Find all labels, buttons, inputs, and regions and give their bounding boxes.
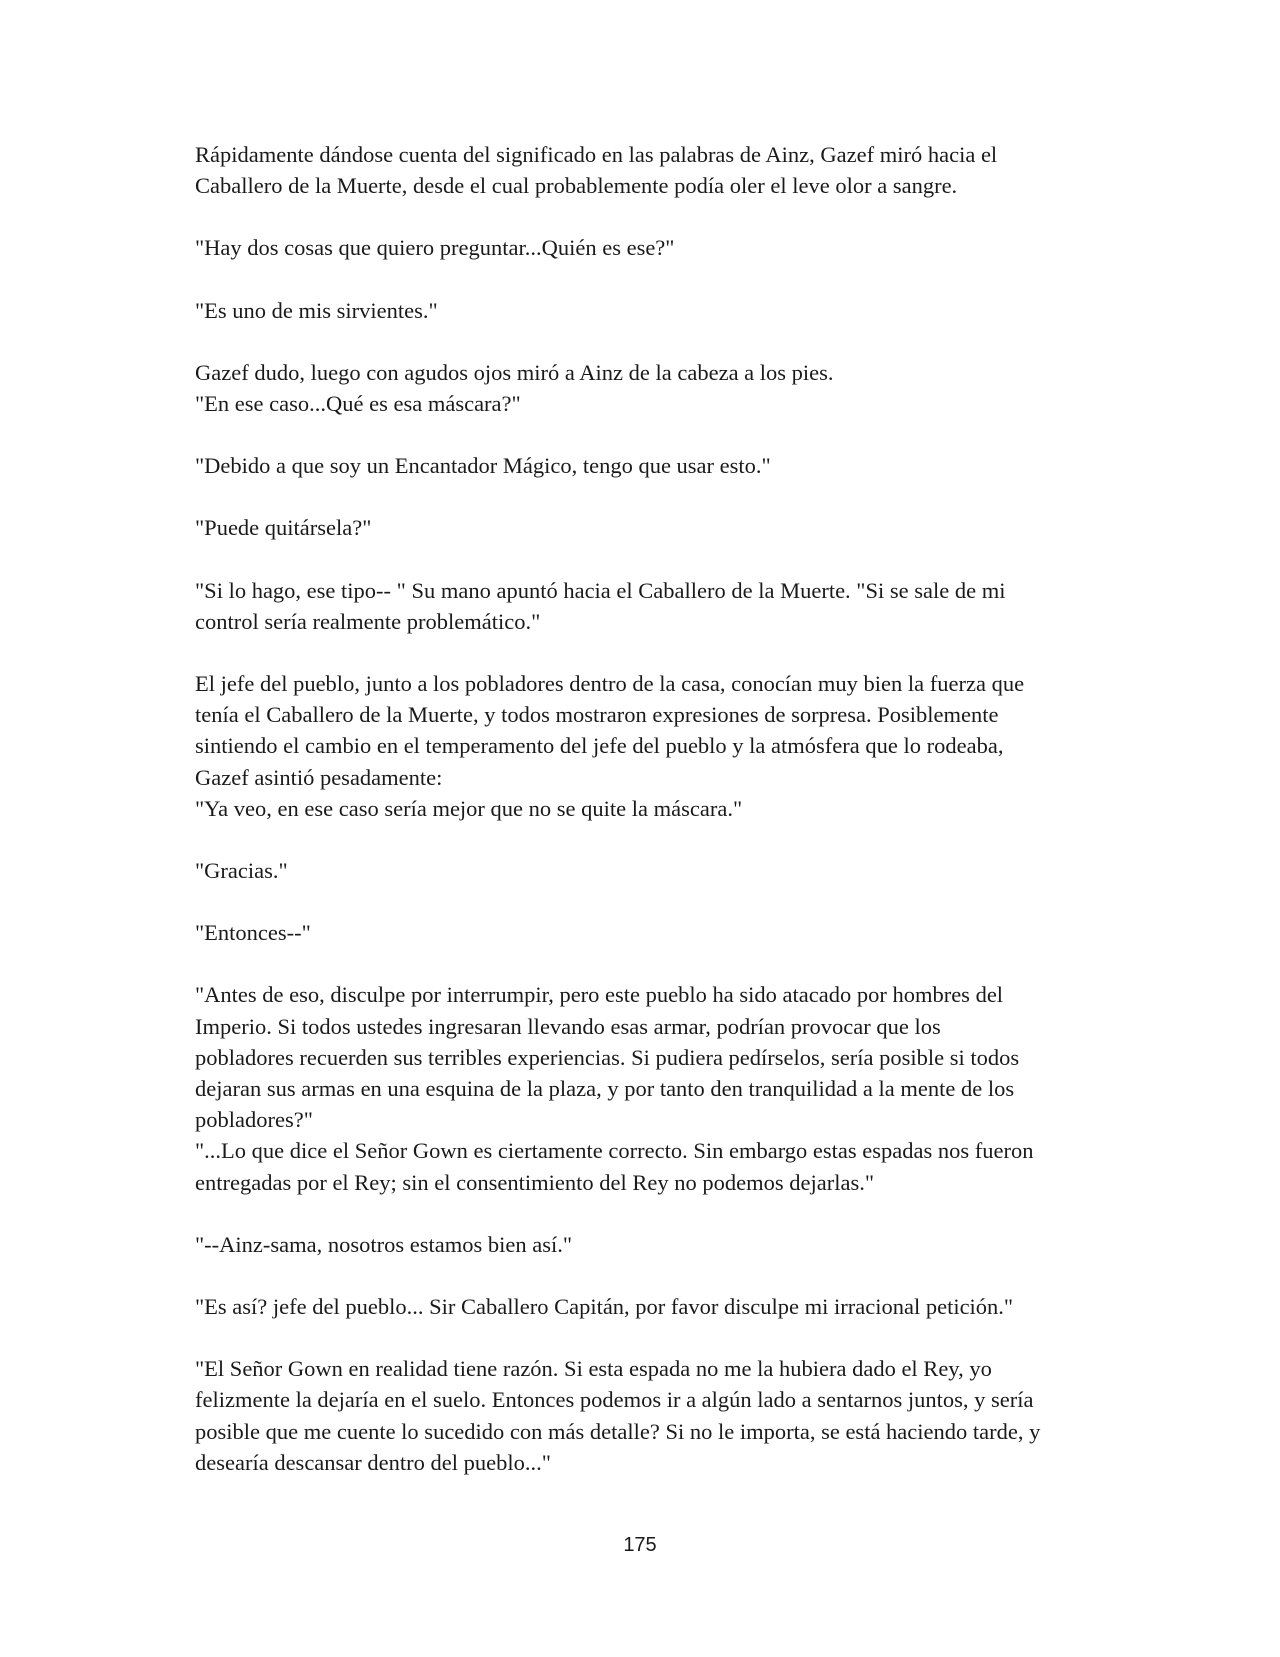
text-line: "El Señor Gown en realidad tiene razón. Si esta espada no me la hubiera dado el Rey, yo (195, 1356, 992, 1382)
text-line: pobladores recuerden sus terribles experiencias. Si pudiera pedírselos, sería posible si todos (195, 1044, 1020, 1070)
text-line: "...Lo que dice el Señor Gown es ciertamente correcto. Sin embargo estas espadas nos fueron (195, 1138, 1034, 1164)
page-number: 175 (623, 1534, 657, 1556)
text-line: tenía el Caballero de la Muerte, y todos mostraron expresiones de sorpresa. Posiblemente (195, 702, 999, 728)
text-line: desearía descansar dentro del pueblo..." (195, 1449, 551, 1475)
paragraph (195, 512, 1095, 543)
text-line: Gazef asintió pesadamente: (195, 764, 443, 790)
text-line: felizmente la dejaría en el suelo. Entonces podemos ir a algún lado a sentarnos juntos, y sería (195, 1387, 1034, 1413)
text-body (195, 139, 1095, 1509)
text-line: entregadas por el Rey; sin el consentimiento del Rey no podemos dejarlas." (195, 1169, 875, 1195)
paragraph (195, 232, 1095, 263)
paragraph (195, 979, 1095, 1197)
text-line: Gazef dudo, luego con agudos ojos miró a Ainz de la cabeza a los pies. (195, 359, 834, 385)
text-line: "Es uno de mis sirvientes." (195, 297, 438, 323)
paragraph (195, 139, 1095, 201)
paragraph (195, 917, 1095, 948)
paragraph (195, 295, 1095, 326)
paragraph (195, 575, 1095, 637)
paragraph (195, 357, 1095, 419)
text-line: control sería realmente problemático." (195, 608, 541, 634)
text-line: pobladores?" (195, 1107, 313, 1133)
text-line: "Entonces--" (195, 920, 311, 946)
text-line: Rápidamente dándose cuenta del significado en las palabras de Ainz, Gazef miró hacia el (195, 142, 998, 167)
text-line: sintiendo el cambio en el temperamento del jefe del pueblo y la atmósfera que lo rodeaba, (195, 733, 1004, 759)
paragraph (195, 855, 1095, 886)
text-line: El jefe del pueblo, junto a los pobladores dentro de la casa, conocían muy bien la fuerza que (195, 671, 1025, 697)
text-line: "Si lo hago, ese tipo-- " Su mano apuntó hacia el Caballero de la Muerte. "Si se sale de mi (195, 577, 1006, 603)
text-line: "Puede quitársela?" (195, 515, 372, 541)
text-line: Caballero de la Muerte, desde el cual probablemente podía oler el leve olor a sangre. (195, 173, 958, 199)
paragraph (195, 668, 1095, 824)
text-line: "Es así? jefe del pueblo... Sir Caballero Capitán, por favor disculpe mi irracional petición." (195, 1294, 1014, 1320)
paragraph (195, 450, 1095, 481)
text-line: "Ya veo, en ese caso sería mejor que no se quite la máscara." (195, 795, 743, 821)
text-line: posible que me cuente lo sucedido con más detalle? Si no le importa, se está haciendo tarde, y (195, 1418, 1041, 1444)
text-line: Imperio. Si todos ustedes ingresaran llevando esas armar, podrían provocar que los (195, 1013, 941, 1039)
text-line: "En ese caso...Qué es esa máscara?" (195, 391, 521, 417)
text-line: "Debido a que soy un Encantador Mágico, tengo que usar esto." (195, 453, 771, 479)
paragraph (195, 1229, 1095, 1260)
text-line: "Gracias." (195, 858, 288, 884)
text-line: "Hay dos cosas que quiero preguntar...Quién es ese?" (195, 235, 675, 261)
text-line: dejaran sus armas en una esquina de la plaza, y por tanto den tranquilidad a la mente de los (195, 1076, 1015, 1102)
text-line: "Antes de eso, disculpe por interrumpir, pero este pueblo ha sido atacado por hombres del (195, 982, 1004, 1008)
paragraph (195, 1291, 1095, 1322)
text-line: "--Ainz-sama, nosotros estamos bien así." (195, 1231, 573, 1257)
paragraph (195, 1353, 1095, 1478)
